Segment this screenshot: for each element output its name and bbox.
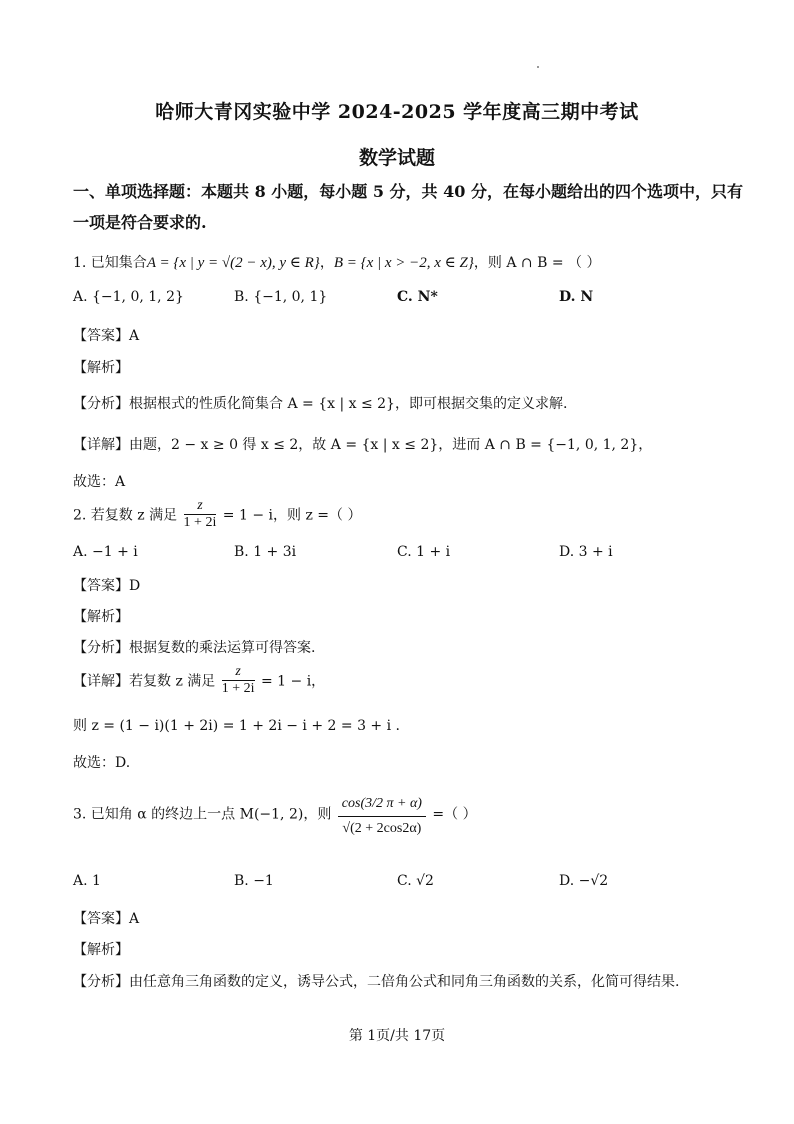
q3-prefix: 3. 已知角 α 的终边上一点 M(−1, 2)，则: [73, 806, 332, 823]
q3-answer: 【答案】A: [73, 911, 140, 927]
q2-option-a: A. −1 + i: [73, 544, 138, 560]
q2-calc: 则 z = (1 − i)(1 + 2i) = 1 + 2i − i + 2 = 3 + i .: [73, 718, 400, 734]
q3-option-c: C. √2: [397, 873, 434, 889]
q1-guxuan: 故选：A: [73, 474, 126, 490]
q3-jiexi: 【解析】: [73, 942, 129, 958]
q3-option-d: D. −√2: [559, 873, 609, 889]
q1-set-a: A = {x | y = √(2 − x), y ∈ R}: [146, 255, 320, 271]
q1-option-d: D. N: [559, 289, 594, 305]
q2-option-d: D. 3 + i: [559, 544, 613, 560]
page-footer: 第 1页/共 17页: [348, 1028, 446, 1044]
q3-frac-num: cos(3/2 π + α): [338, 790, 426, 817]
q2-xiangjie-fraction: [222, 664, 255, 697]
q3-frac-den: √(2 + 2cos2α): [342, 821, 422, 836]
q1-answer: 【答案】A: [73, 328, 140, 344]
q2-suffix: = 1 − i，则 z =（ ）: [222, 507, 362, 524]
page-title: 哈师大青冈实验中学 2024-2025 学年度高三期中考试: [155, 101, 639, 123]
q1-xiangjie: 【详解】由题，2 − x ≥ 0 得 x ≤ 2，故 A = {x | x ≤ 2}，进而 A ∩ B = {−1, 0, 1, 2}，: [73, 437, 653, 453]
q1-set-b: B = {x | x > −2, x ∈ Z}: [333, 255, 474, 271]
q2-xiangjie-prefix: 【详解】若复数 z 满足: [73, 673, 216, 690]
q2-fenxi: 【分析】根据复数的乘法运算可得答案.: [73, 640, 316, 656]
q3-suffix: =（ ）: [432, 806, 477, 823]
q2-jiexi: 【解析】: [73, 609, 129, 625]
q3-fenxi: 【分析】由任意角三角函数的定义，诱导公式，二倍角公式和同角三角函数的关系，化简可得结果.: [73, 974, 680, 990]
q2-frac-num: z: [184, 498, 217, 515]
q2-answer: 【答案】D: [73, 578, 141, 594]
q1-option-c: C. N*: [397, 289, 438, 305]
q1-prefix: 1. 已知集合: [73, 255, 147, 271]
q1-comma: ，: [319, 255, 334, 271]
q2-fraction: [184, 498, 217, 531]
q2-guxuan: 故选：D.: [73, 755, 131, 771]
q2-option-c: C. 1 + i: [397, 544, 451, 560]
q2-xiangjie-frac-num: z: [222, 664, 255, 681]
q2-frac-den: 1 + 2i: [183, 515, 217, 530]
q3-stem: [73, 790, 477, 837]
q1-ask: ，则 A ∩ B = （ ）: [473, 255, 601, 271]
q2-prefix: 2. 若复数 z 满足: [73, 507, 178, 524]
q1-fenxi: 【分析】根据根式的性质化简集合 A = {x | x ≤ 2}，即可根据交集的定义求解.: [73, 396, 568, 412]
q3-fraction: [338, 790, 426, 837]
section-heading-line1: 一、单项选择题：本题共 8 小题，每小题 5 分，共 40 分，在每小题给出的四个选项中，只有: [73, 182, 743, 201]
q1-jiexi: 【解析】: [73, 360, 129, 376]
q1-option-a: A. {−1, 0, 1, 2}: [73, 289, 184, 305]
q1-option-b: B. {−1, 0, 1}: [234, 289, 328, 305]
page-subtitle: 数学试题: [358, 147, 435, 169]
q3-option-a: A. 1: [73, 873, 101, 889]
section-heading-line2: 一项是符合要求的.: [73, 213, 207, 232]
q1-stem: [73, 252, 600, 272]
q2-xiangjie-suffix: = 1 − i，: [260, 673, 326, 690]
scan-dot: [537, 66, 539, 68]
q3-option-b: B. −1: [234, 873, 274, 889]
q2-option-b: B. 1 + 3i: [234, 544, 297, 560]
q2-xiangjie: [73, 664, 325, 697]
q2-xiangjie-frac-den: 1 + 2i: [221, 681, 255, 696]
q2-stem: [73, 498, 361, 531]
